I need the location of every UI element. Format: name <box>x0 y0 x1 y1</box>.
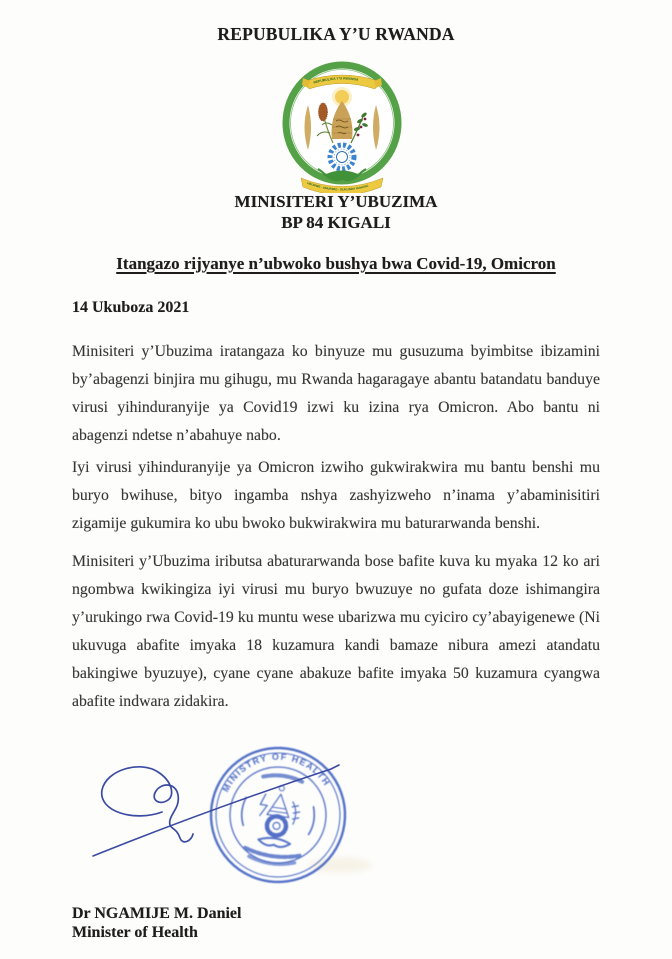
republic-header: REPUBULIKA Y’U RWANDA <box>217 24 455 44</box>
stamp-and-signature-graphic <box>0 725 672 905</box>
ministry-name: MINISITERI Y’UBUZIMA <box>234 192 438 211</box>
document-title <box>0 254 672 274</box>
document-title-text: Itangazo rijyanye n’ubwoko bushya bwa Covid-19, Omicron <box>116 254 556 273</box>
paragraph-3: Minisiteri y’Ubuzima iributsa abaturarwanda bose bafite kuva ku myaka 12 ko ari ngombwa kwikingiza iyi virusi mu buryo bwuzuye no gufata doze ishimangira y’urukingo rwa Covid-19 ku muntu wese ubarizwa mu cyiciro cy’abayigenewe (Ni ukuvuga abafite imyaka 18 kuzamura kandi bamaze nibura amezi atandatu bakingiwe byuzuye), cyane cyane abakuze bafite imyaka 50 kuzamura cyangwa abafite indwara zidakira. <box>72 553 600 710</box>
signer-title: Minister of Health <box>72 924 198 941</box>
emblem-motto-text: UBUMWE - UMURIMO - GUKUNDA IGIHUGU <box>306 180 369 192</box>
document-date: 14 Ukuboza 2021 <box>72 299 190 316</box>
signature-block <box>0 725 672 905</box>
paragraph-2: Iyi virusi yihinduranyije ya Omicron izwiho gukwirakwira mu bantu benshi mu buryo bwihuse, bityo ingamba nshya zashyizweho n’inama y’abaminisitiri zigamije gukumira ko ubu bwoko bukwirakwira mu baturarwanda benshi. <box>72 459 600 532</box>
emblem-banner-text: REPUBULIKA Y’U RWANDA <box>313 76 359 85</box>
signer-name: Dr NGAMIJE M. Daniel <box>72 905 242 922</box>
coat-of-arms-graphic <box>277 57 407 193</box>
scan-smudge <box>308 857 372 873</box>
stamp-arc-text: MINISTRY OF HEALTH <box>220 751 333 794</box>
paragraph-1: Minisiteri y’Ubuzima iratangaza ko binyuze mu gusuzuma byimbitse ibizamini by’abagenzi binjira mu gihugu, mu Rwanda hagaragaye abantu batandatu banduye virusi yihinduranyije ya Covid19 izwi ku izina rya Omicron. Abo bantu ni abagenzi ndetse n’abahuye nabo. <box>72 343 600 444</box>
ministry-pobox: BP 84 KIGALI <box>281 213 391 232</box>
rwanda-coat-of-arms-emblem <box>277 57 407 193</box>
